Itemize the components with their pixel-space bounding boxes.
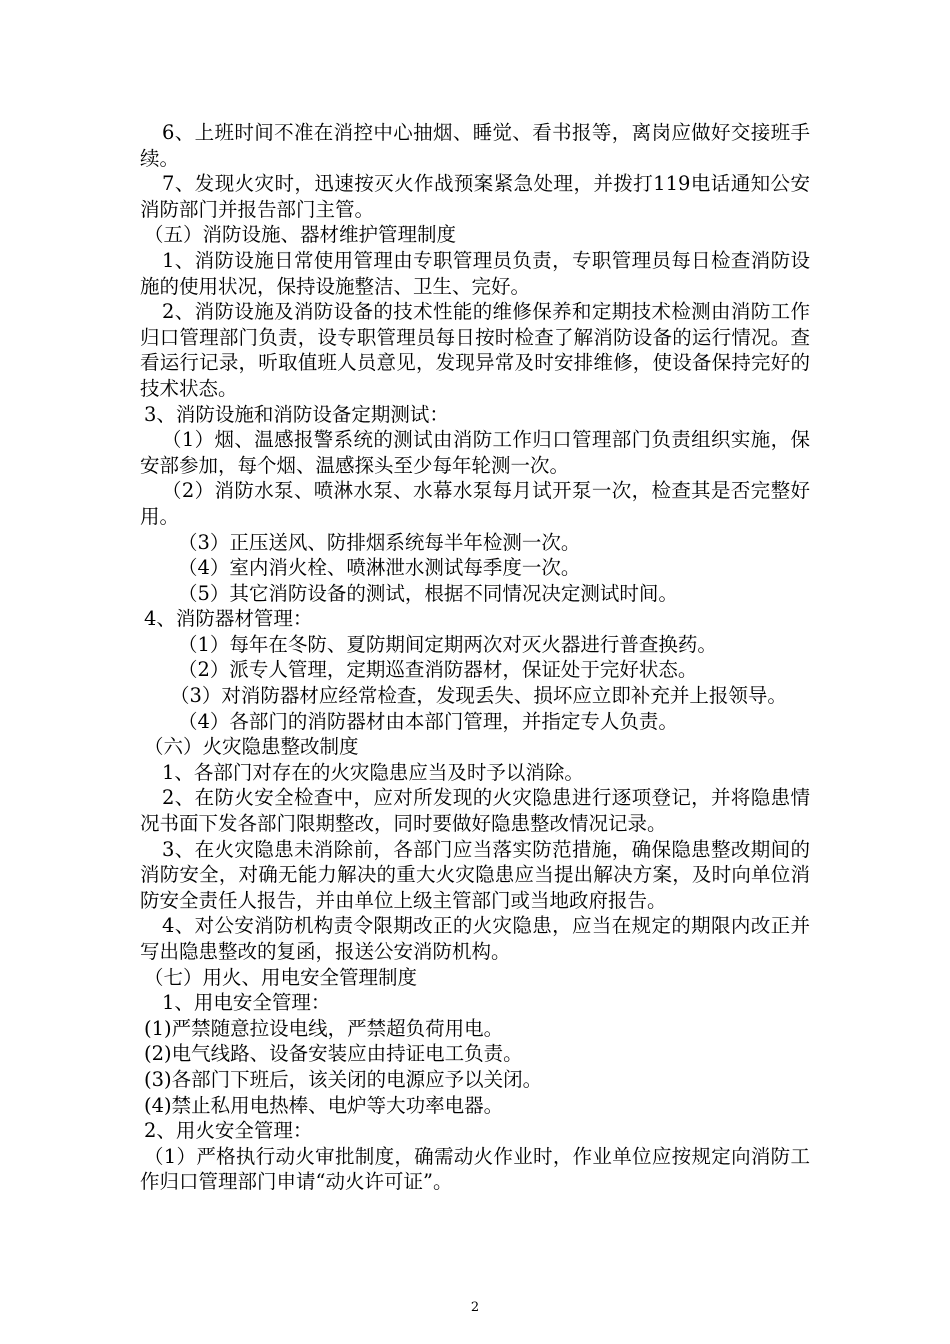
paragraph: 1、用电安全管理：	[162, 991, 331, 1015]
paragraph: 2、消防设施及消防设备的技术性能的维修保养和定期技术检测由消防工作归口管理部门负责，设专职管理员每日按时检查了解消防设备的运行情况。查看运行记录，听取值班人员意见，发现异常及时安排维修，使设备保持完好的技术状态。	[140, 300, 810, 400]
paragraph: （1）烟、温感报警系统的测试由消防工作归口管理部门负责组织实施，保安部参加，每个烟、温感探头至少每年轮测一次。	[140, 428, 810, 477]
paragraph: 4、消防器材管理：	[144, 607, 313, 631]
paragraph: (2)电气线路、设备安装应由持证电工负责。	[144, 1042, 523, 1066]
paragraph: （六）火灾隐患整改制度	[144, 735, 359, 759]
paragraph: （2）派专人管理，定期巡查消防器材，保证处于完好状态。	[178, 658, 698, 682]
document-body	[140, 120, 810, 1195]
paragraph: 3、消防设施和消防设备定期测试：	[144, 402, 449, 426]
paragraph: （五）消防设施、器材维护管理制度	[144, 223, 457, 247]
paragraph: 4、对公安消防机构责令限期改正的火灾隐患，应当在规定的期限内改正并写出隐患整改的复函，报送公安消防机构。	[140, 914, 810, 963]
paragraph: （2）消防水泵、喷淋水泵、水幕水泵每月试开泵一次，检查其是否完整好用。	[140, 479, 810, 528]
paragraph: （七）用火、用电安全管理制度	[144, 965, 418, 989]
paragraph: 3、在火灾隐患未消除前，各部门应当落实防范措施，确保隐患整改期间的消防安全，对确无能力解决的重大火灾隐患应当提出解决方案，及时向单位消防安全责任人报告，并由单位上级主管部门或当地政府报告。	[140, 837, 810, 912]
paragraph: (3)各部门下班后，该关闭的电源应予以关闭。	[144, 1067, 543, 1091]
paragraph: （5）其它消防设备的测试，根据不同情况决定测试时间。	[178, 581, 678, 605]
paragraph: （4）各部门的消防器材由本部门管理，并指定专人负责。	[178, 709, 678, 733]
paragraph: (1)严禁随意拉设电线，严禁超负荷用电。	[144, 1016, 504, 1040]
paragraph: 2、在防火安全检查中，应对所发现的火灾隐患进行逐项登记，并将隐患情况书面下发各部门限期整改，同时要做好隐患整改情况记录。	[140, 786, 810, 836]
paragraph: (4)禁止私用电热棒、电炉等大功率电器。	[144, 1093, 504, 1117]
paragraph: 2、用火安全管理：	[144, 1119, 313, 1143]
paragraph: 1、消防设施日常使用管理由专职管理员负责，专职管理员每日检查消防设施的使用状况，保持设施整洁、卫生、完好。	[140, 248, 810, 298]
paragraph: （3）对消防器材应经常检查，发现丢失、损坏应立即补充并上报领导。	[170, 684, 787, 708]
paragraph: （1）严格执行动火审批制度，确需动火作业时，作业单位应按规定向消防工作归口管理部门申请“动火许可证”。	[140, 1144, 810, 1194]
paragraph: 6、上班时间不准在消控中心抽烟、睡觉、看书报等，离岗应做好交接班手续。	[140, 121, 810, 170]
paragraph: （4）室内消火栓、喷淋泄水测试每季度一次。	[178, 556, 581, 580]
page-number: 2	[470, 1300, 480, 1315]
paragraph: （1）每年在冬防、夏防期间定期两次对灭火器进行普查换药。	[178, 632, 717, 656]
paragraph: （3）正压送风、防排烟系统每半年检测一次。	[178, 530, 581, 554]
paragraph: 1、各部门对存在的火灾隐患应当及时予以消除。	[162, 760, 584, 784]
paragraph: 7、发现火灾时，迅速按灭火作战预案紧急处理，并拨打119电话通知公安消防部门并报告部门主管。	[140, 172, 810, 221]
